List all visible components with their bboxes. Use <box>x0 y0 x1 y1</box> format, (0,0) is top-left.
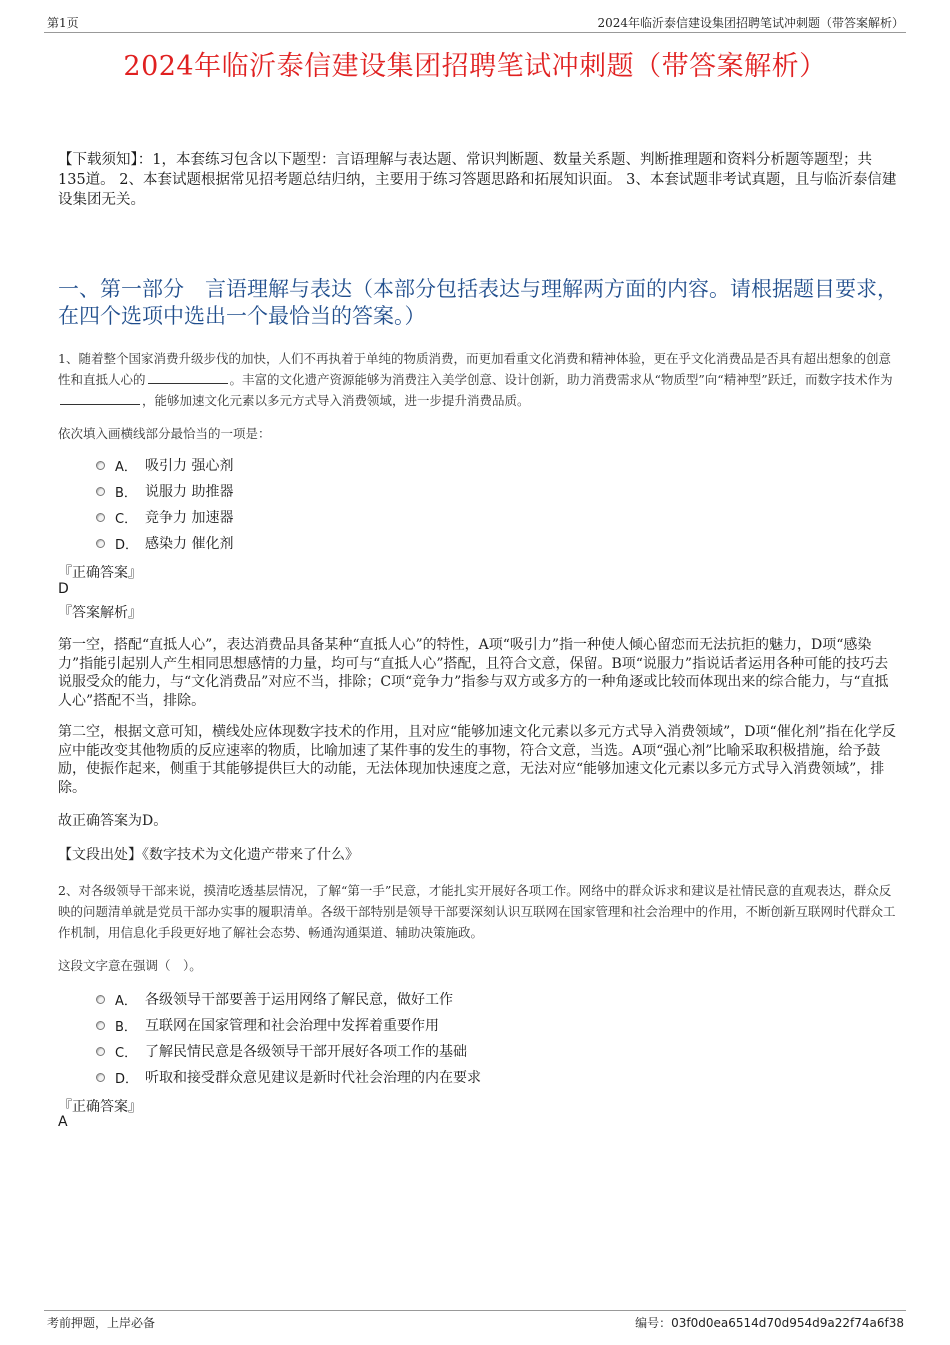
question-1-text <box>58 348 898 411</box>
footer-slogan: 考前押题，上岸必备 <box>47 1316 156 1330</box>
option-letter: D． <box>115 1071 139 1087</box>
option-a[interactable] <box>96 452 233 478</box>
running-title: 2024年临沂泰信建设集团招聘笔试冲刺题（带答案解析） <box>597 16 904 30</box>
code-label: 编号： <box>635 1316 672 1330</box>
answer-label: 『正确答案』 <box>58 565 142 581</box>
option-b[interactable] <box>96 478 233 504</box>
question-1-text-part3: ，能够加速文化元素以多元方式导入消费领域，进一步提升消费品质。 <box>142 393 530 408</box>
question-1-text-part2: 。丰富的文化遗产资源能够为消费注入美学创意、设计创新，助力消费需求从“物质型”向“精神型”跃迁，而数字技术作为 <box>229 372 893 387</box>
fill-blank-1 <box>148 371 228 384</box>
analysis-label: 『答案解析』 <box>58 605 142 621</box>
option-b[interactable] <box>96 1012 481 1038</box>
code-value: 03f0d0ea6514d70d954d9a22f74a6f38 <box>671 1316 904 1330</box>
option-letter: B． <box>115 1019 137 1035</box>
radio-icon[interactable] <box>96 1021 105 1030</box>
document-title: 2024年临沂泰信建设集团招聘笔试冲刺题（带答案解析） <box>123 51 827 82</box>
option-c[interactable] <box>96 1038 481 1064</box>
radio-icon[interactable] <box>96 995 105 1004</box>
question-1-text-part1: 1、随着整个国家消费升级步伐的加快，人们不再执着于单纯的物质消费，而更加看重文化消费和精神体验，更在乎文化消费品是否具有超出想象的创意性和直抵人心的 <box>58 351 891 387</box>
question-2-instruction: 这段文字意在强调（ ）。 <box>58 958 202 973</box>
option-letter: C． <box>115 1045 138 1061</box>
option-a[interactable] <box>96 986 481 1012</box>
option-d[interactable] <box>96 530 233 556</box>
page-number: 第1页 <box>47 16 79 30</box>
question-1-options <box>96 452 233 556</box>
header-divider <box>44 32 906 33</box>
option-d[interactable] <box>96 1064 481 1090</box>
question-2-options <box>96 986 481 1090</box>
source-citation: 【文段出处】《数字技术为文化遗产带来了什么》 <box>58 847 359 863</box>
footer-divider <box>44 1310 906 1311</box>
option-text: 说服力 助推器 <box>145 484 234 500</box>
radio-icon[interactable] <box>96 539 105 548</box>
question-1-instruction: 依次填入画横线部分最恰当的一项是： <box>58 426 271 441</box>
section-heading: 一、第一部分 言语理解与表达（本部分包括表达与理解两方面的内容。请根据题目要求，在四个选项中选出一个最恰当的答案。） <box>58 277 898 328</box>
option-letter: D． <box>115 537 139 553</box>
option-text: 吸引力 强心剂 <box>145 458 234 474</box>
analysis-conclusion: 故正确答案为D。 <box>58 813 168 829</box>
option-letter: A． <box>115 993 137 1009</box>
option-text: 感染力 催化剂 <box>145 536 234 552</box>
option-text: 各级领导干部要善于运用网络了解民意，做好工作 <box>145 992 453 1008</box>
document-code <box>635 1314 904 1331</box>
option-c[interactable] <box>96 504 233 530</box>
radio-icon[interactable] <box>96 1047 105 1056</box>
answer-label: 『正确答案』 <box>58 1099 142 1115</box>
option-letter: B． <box>115 485 137 501</box>
answer-value: D <box>58 581 69 597</box>
answer-value: A <box>58 1114 68 1130</box>
question-2-text: 2、对各级领导干部来说，摸清吃透基层情况，了解“第一手”民意，才能扎实开展好各项工作。网络中的群众诉求和建议是社情民意的直观表达，群众反映的问题清单就是党员干部办实事的履职清单。各级干部特别是领导干部要深刻认识互联网在国家管理和社会治理中的作用，不断创新互联网时代群众工作机制，用信息化手段更好地了解社会态势、畅通沟通渠道、辅助决策施政。 <box>58 883 896 940</box>
download-notice: 【下载须知】：1，本套练习包含以下题型：言语理解与表达题、常识判断题、数量关系题、判断推理题和资料分析题等题型；共135道。 2、本套试题根据常见招考题总结归纳，主要用于练习答题思路和拓展知识面。 3、本套试题非考试真题，且与临沂泰信建设集团无关。 <box>58 152 897 208</box>
radio-icon[interactable] <box>96 461 105 470</box>
analysis-paragraph: 第一空，搭配“直抵人心”，表达消费品具备某种“直抵人心”的特性，A项“吸引力”指一种使人倾心留恋而无法抗拒的魅力，D项“感染力”指能引起别人产生相同思想感情的力量，均可与“直抵人心”搭配，且符合文意，保留。B项“说服力”指说话者运用各种可能的技巧去说服受众的能力，与“文化消费品”对应不当，排除；C项“竞争力”指参与双方或多方的一种角逐或比较而体现出来的综合能力，与“直抵人心”搭配不当，排除。 <box>58 637 889 709</box>
fill-blank-2 <box>60 392 140 405</box>
option-text: 互联网在国家管理和社会治理中发挥着重要作用 <box>145 1018 439 1034</box>
radio-icon[interactable] <box>96 513 105 522</box>
analysis-paragraph: 第二空，根据文意可知，横线处应体现数字技术的作用，且对应“能够加速文化元素以多元方式导入消费领域”，D项“催化剂”指在化学反应中能改变其他物质的反应速率的物质，比喻加速了某件事的发生的事物，符合文意，当选。A项“强心剂”比喻采取积极措施，给予鼓励，使振作起来，侧重于其能够提供巨大的动能，无法体现加快速度之意，无法对应“能够加速文化元素以多元方式导入消费领域”，排除。 <box>58 724 896 796</box>
radio-icon[interactable] <box>96 1073 105 1082</box>
option-letter: A． <box>115 459 137 475</box>
option-text: 了解民情民意是各级领导干部开展好各项工作的基础 <box>145 1044 467 1060</box>
option-text: 听取和接受群众意见建议是新时代社会治理的内在要求 <box>145 1070 481 1086</box>
radio-icon[interactable] <box>96 487 105 496</box>
option-letter: C． <box>115 511 138 527</box>
option-text: 竞争力 加速器 <box>145 510 234 526</box>
